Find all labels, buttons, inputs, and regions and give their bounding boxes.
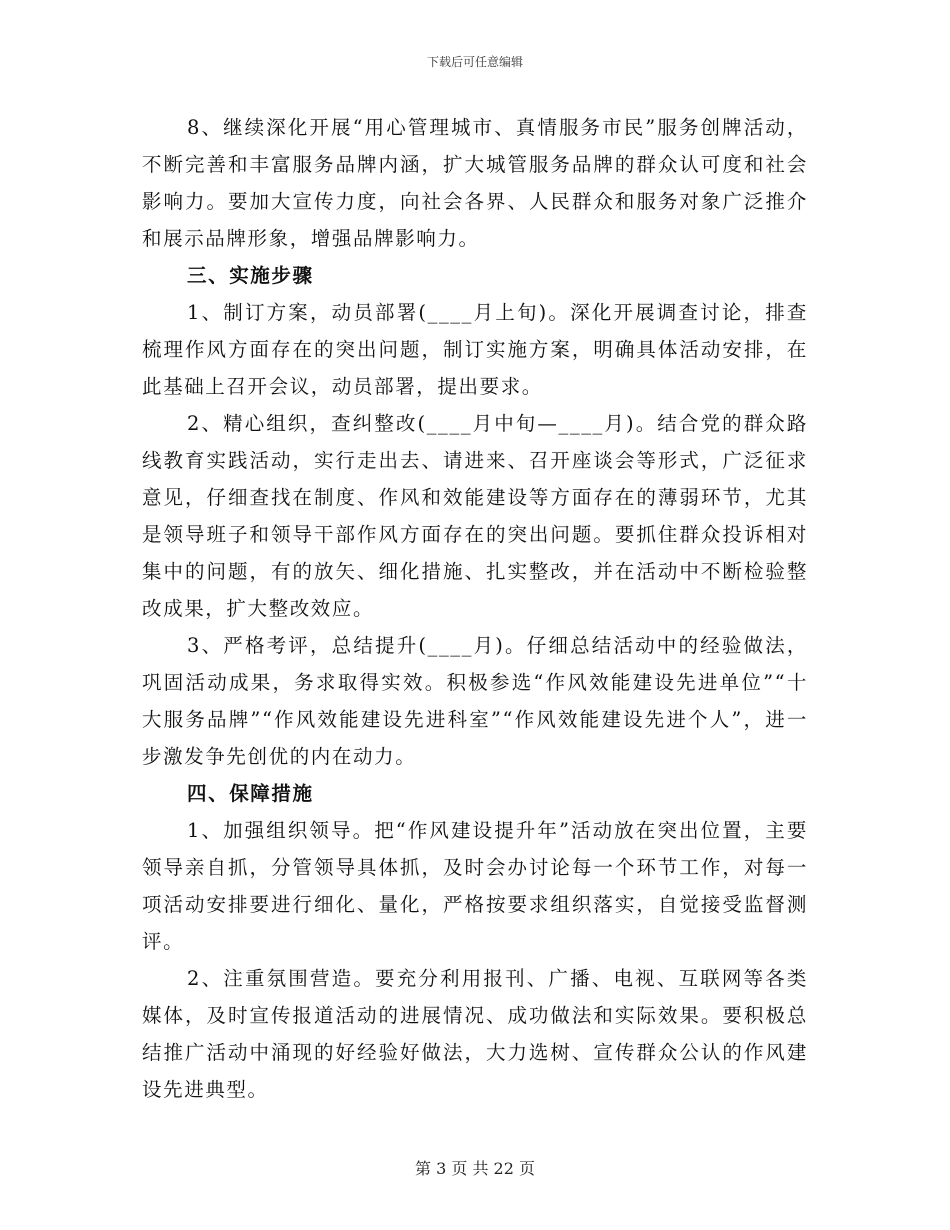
paragraph-safeguard-2: 2、注重氛围营造。要充分利用报刊、广播、电视、互联网等各类媒体，及时宣传报道活动的进展情况、成功做法和实际效果。要积极总结推广活动中涌现的好经验好做法，大力选树、宣传群众公认的作风建设先进典型。 — [142, 967, 808, 1101]
section-heading-implementation-steps: 三、实施步骤 — [187, 264, 314, 287]
paragraph-step-3: 3、严格考评，总结提升(____月)。仔细总结活动中的经验做法，巩固活动成果，务求取得实效。积极参选“作风效能建设先进单位”“十大服务品牌”“作风效能建设先进科室”“作风效能建设先进个人”，进一步激发争先创优的内在动力。 — [142, 634, 808, 768]
paragraph-step-2: 2、精心组织，查纠整改(____月中旬—____月)。结合党的群众路线教育实践活动，实行走出去、请进来、召开座谈会等形式，广泛征求意见，仔细查找在制度、作风和效能建设等方面存在的薄弱环节，尤其是领导班子和领导干部作风方面存在的突出问题。要抓住群众投诉相对集中的问题，有的放矢、细化措施、扎实整改，并在活动中不断检验整改成果，扩大整改效应。 — [142, 412, 808, 620]
page-number: 第 3 页 共 22 页 — [415, 1159, 535, 1178]
paragraph-item-8: 8、继续深化开展“用心管理城市、真情服务市民”服务创牌活动，不断完善和丰富服务品牌内涵，扩大城管服务品牌的群众认可度和社会影响力。要加大宣传力度，向社会各界、人民群众和服务对象广泛推介和展示品牌形象，增强品牌影响力。 — [142, 116, 808, 250]
section-heading-safeguards: 四、保障措施 — [187, 782, 314, 805]
paragraph-step-1: 1、制订方案，动员部署(____月上旬)。深化开展调查讨论，排查梳理作风方面存在的突出问题，制订实施方案，明确具体活动安排，在此基础上召开会议，动员部署，提出要求。 — [142, 301, 808, 398]
page-header-note: 下载后可任意编辑 — [426, 55, 523, 69]
paragraph-safeguard-1: 1、加强组织领导。把“作风建设提升年”活动放在突出位置，主要领导亲自抓，分管领导具体抓，及时会办讨论每一个环节工作，对每一项活动安排要进行细化、量化，严格按要求组织落实，自觉接受监督测评。 — [142, 819, 808, 953]
document-body — [142, 109, 808, 1108]
